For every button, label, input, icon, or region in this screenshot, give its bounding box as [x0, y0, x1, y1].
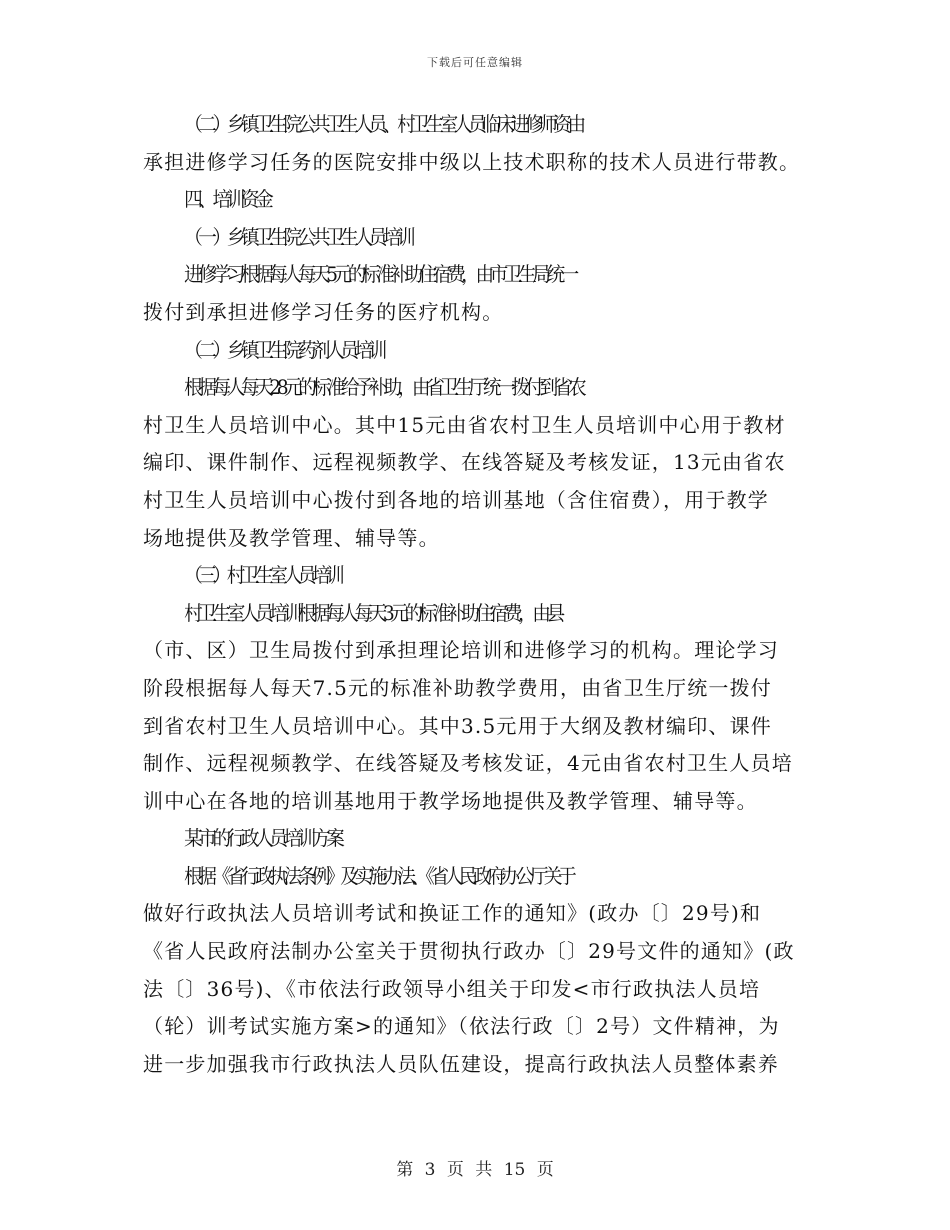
text-line: 进一步加强我市行政执法人员队伍建设，提高行政执法人员整体素养 [143, 1051, 779, 1076]
text-line: 某市的行政人员培训方案 [184, 826, 341, 851]
text-line: 阶段根据每人每天7.5元的标准补助教学费用，由省卫生厅统一拨付 [143, 675, 773, 700]
text-line: 《省人民政府法制办公室关于贯彻执行政办〔〕29号文件的通知》(政 [143, 939, 795, 964]
text-line: （三）村卫生室人员培训 [184, 563, 341, 588]
text-line: 村卫生人员培训中心拨付到各地的培训基地（含住宿费），用于教学 [143, 487, 769, 512]
text-line: 制作、远程视频教学、在线答疑及考核发证，4元由省农村卫生人员培 [143, 751, 793, 776]
text-line: （市、区）卫生局拨付到承担理论培训和进修学习的机构。理论学习 [143, 638, 779, 663]
text-line: （二）乡镇卫生院公共卫生人员、村卫生室人员临床进修师资由 [184, 112, 582, 136]
text-line: （一）乡镇卫生院公共卫生人员培训 [184, 224, 412, 249]
text-line: 村卫生室人员培训根据每人每天3元的标准补助住宿费，由县 [184, 600, 561, 625]
text-line: （轮）训考试实施方案>的通知》（依法行政〔〕2号）文件精神，为 [143, 1014, 780, 1039]
text-line: 训中心在各地的培训基地用于教学场地提供及教学管理、辅导等。 [143, 788, 758, 813]
text-line: 进修学习根据每人每天5元的标准补助住宿费，由市卫生局统一 [184, 262, 575, 287]
text-line: 到省农村卫生人员培训中心。其中3.5元用于大纲及教材编印、课件 [143, 713, 773, 738]
text-line: 根据《省行政执法条例》及实施办法、《省人民政府办公厅关于 [184, 863, 573, 888]
text-line: 承担进修学习任务的医院安排中级以上技术职称的技术人员进行带教。 [143, 149, 801, 174]
text-line: 村卫生人员培训中心。其中15元由省农村卫生人员培训中心用于教材 [143, 412, 786, 437]
text-line: 根据每人每天28元的标准给予补助，由省卫生厅统一拨付到省农 [184, 375, 583, 400]
text-line: 编印、课件制作、远程视频教学、在线答疑及考核发证，13元由省农 [143, 450, 786, 475]
document-body [143, 106, 811, 1083]
text-line: 四、培训资金 [184, 187, 270, 212]
text-line: 法〔〕36号)、《市依法行政领导小组关于印发<市行政执法人员培 [143, 976, 761, 1001]
text-line: 拨付到承担进修学习任务的医疗机构。 [143, 299, 504, 324]
text-line: （二）乡镇卫生院药剂人员培训 [184, 337, 383, 362]
page-number-footer: 第 3 页 共 15 页 [396, 1160, 554, 1180]
text-line: 场地提供及教学管理、辅导等。 [143, 525, 440, 550]
page-header: 下载后可任意编辑 [427, 56, 523, 69]
text-line: 做好行政执法人员培训考试和换证工作的通知》(政办〔〕29号)和 [143, 901, 762, 926]
